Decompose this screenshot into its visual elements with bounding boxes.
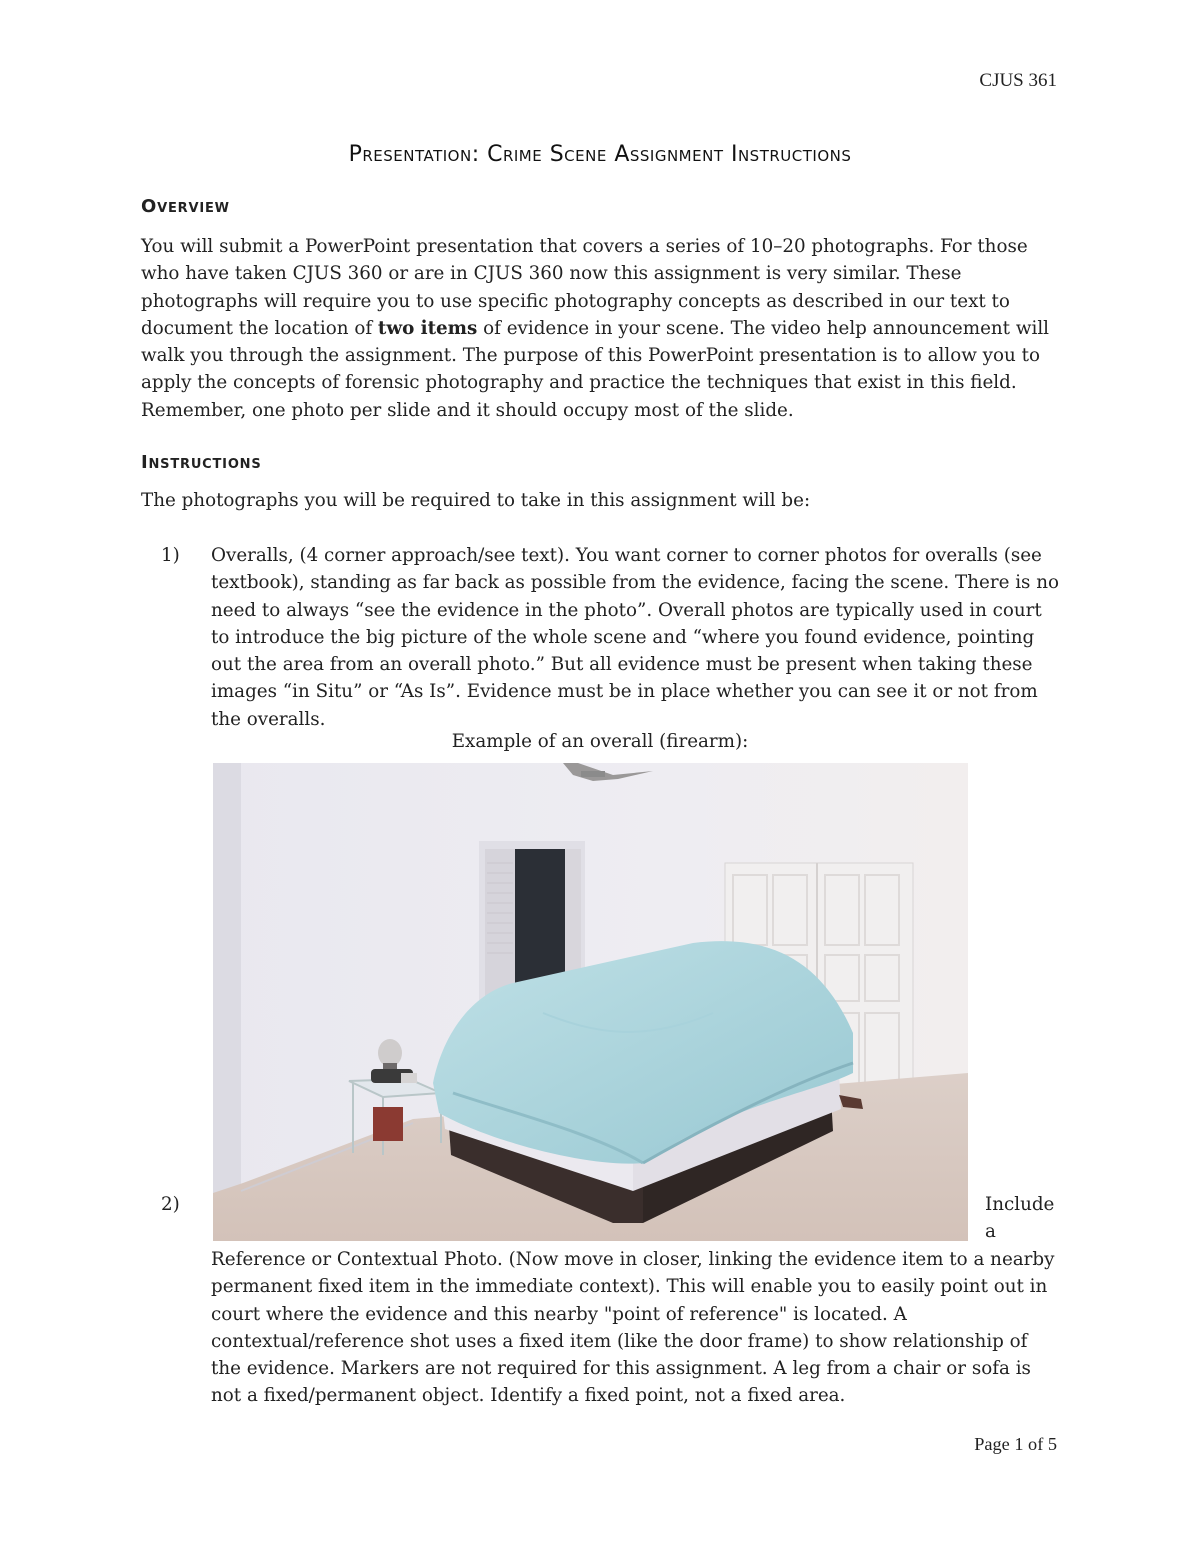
page-title: Presentation: Crime Scene Assignment Instructions bbox=[348, 142, 852, 167]
page-number: Page 1 of 5 bbox=[974, 1434, 1057, 1454]
instructions-heading: Instructions bbox=[141, 452, 262, 473]
list-number: 1) bbox=[161, 545, 180, 566]
overview-bold-text: two items bbox=[377, 317, 478, 339]
list-number: 2) bbox=[161, 1194, 180, 1215]
overview-paragraph bbox=[141, 233, 1061, 424]
figure-caption: Example of an overall (firearm): bbox=[451, 731, 749, 752]
list-item bbox=[141, 1191, 1061, 1251]
instructions-intro: The photographs you will be required to take in this assignment will be: bbox=[141, 490, 811, 511]
overview-text-2: of evidence in your scene. The video help announcement will walk you through the assignment. The purpose of this PowerPoint presentation is to allow you to apply the concepts of forensic photography and practice the techniques that exist in this field. Remember, one photo per slide and it should occupy most of the slide. bbox=[141, 317, 1050, 421]
overview-text-1: You will submit a PowerPoint presentation that covers a series of 10–20 photographs. For those who have taken CJUS 360 or are in CJUS 360 now this assignment is very similar. These photographs will require you to use specific photography concepts as described in our text to document the location of bbox=[141, 236, 1028, 339]
list-text: Reference or Contextual Photo. (Now move in closer, linking the evidence item to a nearby permanent fixed item in the immediate context). This will enable you to easily point out in court where the evidence and this nearby "point of reference" is located. A contextual/reference shot uses a fixed item (like the door frame) to show relationship of the evidence. Markers are not required for this assignment. A leg from a chair or sofa is not a fixed/permanent object. Identify a fixed point, not a fixed area. bbox=[211, 1249, 1055, 1407]
course-code: CJUS 361 bbox=[979, 70, 1057, 91]
bedroom-photo-icon bbox=[213, 763, 968, 1241]
list-lead-text: Include a bbox=[985, 1194, 1055, 1243]
overview-heading: Overview bbox=[141, 196, 230, 217]
list-text: Overalls, (4 corner approach/see text). You want corner to corner photos for overalls (see textbook), standing as far back as possible from the evidence, facing the scene. There is no need to always “see the evidence in the photo”. Overall photos are typically used in court to introduce the big picture of the whole scene and “where you found evidence, pointing out the area from an overall photo.” But all evidence must be present when taking these images “in Situ” or “As Is”. Evidence must be in place whether you can see it or not from the overalls. bbox=[211, 545, 1060, 730]
